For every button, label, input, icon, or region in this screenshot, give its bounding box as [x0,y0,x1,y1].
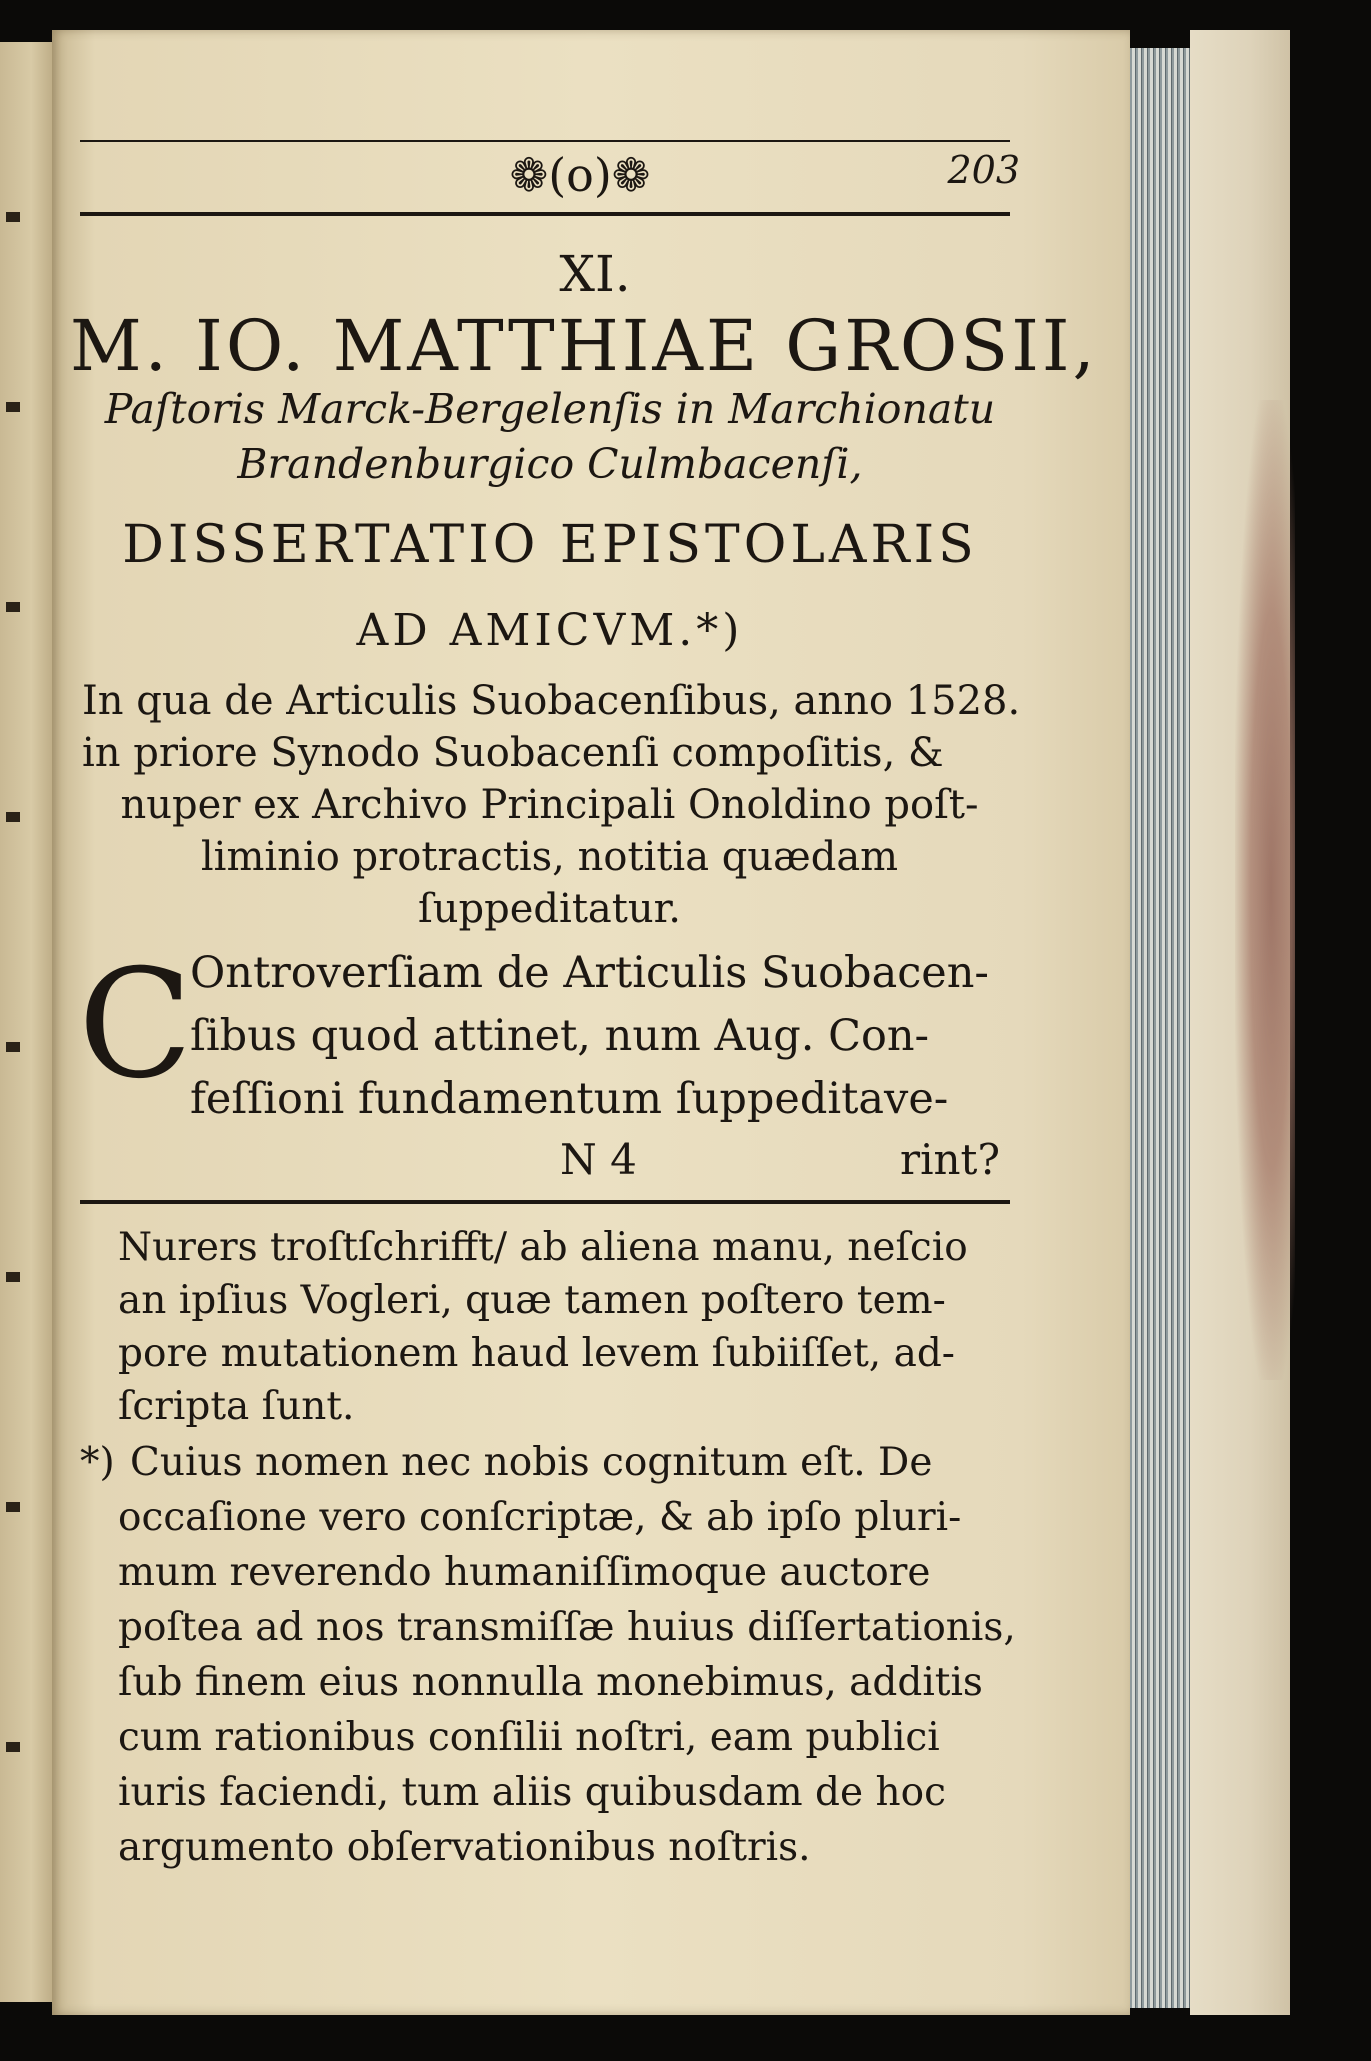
footnote-line: ſub finem eius nonnulla monebimus, additis [118,1660,983,1705]
intro-line: ſuppeditatur. [417,886,682,932]
header-ornament: ❁(o)❁ [509,148,651,202]
cover-stain [1235,400,1295,1380]
footnote-line: cum rationibus conſilii noſtri, eam publici [118,1715,940,1760]
intro-line: in priore Synodo Suobacenſi compoſitis, & [82,730,944,776]
footnote-line: Nurers troſtſchrifft/ ab aliena manu, neſcio [118,1225,968,1270]
chapter-number: XI. [559,245,631,303]
facing-page-mark [6,1502,20,1512]
footnote-line: poſtea ad nos transmiſſæ huius diſſertationis, [118,1605,1016,1650]
author-subtitle-line: Brandenburgico Culmbacenſi, [237,440,863,488]
facing-page-mark [6,402,20,412]
author-subtitle-line: Paſtoris Marck-Bergelenſis in Marchionatu [104,385,996,433]
footnote-separator [80,1200,1010,1204]
body-line: Ontroverſiam de Articulis Suobacen- [190,948,989,998]
intro-line: In qua de Articulis Suobacenſibus, anno 1528. [82,678,1021,724]
footnote-line: mum reverendo humaniſſimoque auctore [118,1550,931,1595]
footnote-line: iuris faciendi, tum aliis quibusdam de hoc [118,1770,946,1815]
facing-page-edge [0,42,54,2002]
facing-page-mark [6,212,20,222]
body-line: ſibus quod attinet, num Aug. Con- [190,1011,930,1061]
signature-mark: N 4 [560,1135,637,1184]
footnote-line: occaſione vero conſcriptæ, & ab ipſo pluri- [118,1495,962,1540]
intro-line: nuper ex Archivo Principali Onoldino poſt- [120,782,979,828]
drop-cap: C [78,938,193,1112]
work-title-line: DISSERTATIO EPISTOLARIS [122,515,978,575]
facing-page-mark [6,602,20,612]
catchword: rint? [900,1135,1000,1184]
facing-page-mark [6,1272,20,1282]
header-bottom-rule [80,212,1010,216]
footnote-marker: *) [80,1440,115,1485]
work-title-line: AD AMICVM.*) [356,605,744,656]
body-line: feſſioni fundamentum ſuppeditave- [190,1074,949,1124]
facing-page-mark [6,812,20,822]
intro-line: liminio protractis, notitia quædam [200,834,899,880]
page-block-edges [1130,48,1190,2008]
author-name: M. IO. MATTHIAE GROSII, [70,305,1098,387]
footnote-line: Cuius nomen nec nobis cognitum eſt. De [130,1440,933,1485]
footnote-line: pore mutationem haud levem ſubiiſſet, ad- [118,1331,955,1376]
page-number: 203 [947,148,1020,192]
footnote-line: an ipſius Vogleri, quæ tamen poſtero tem- [118,1278,946,1323]
footnote-line: argumento obſervationibus noſtris. [118,1825,811,1870]
facing-page-mark [6,1042,20,1052]
facing-page-mark [6,1742,20,1752]
footnote-line: ſcripta ſunt. [118,1384,355,1429]
